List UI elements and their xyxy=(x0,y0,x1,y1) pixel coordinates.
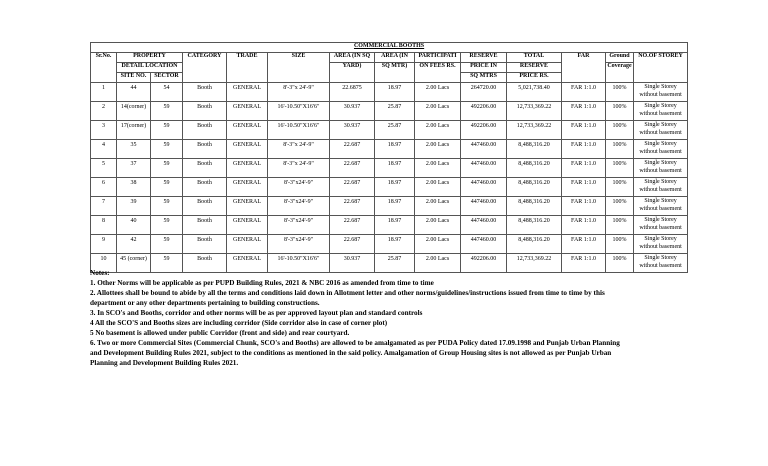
header-participation: PARTICIPATI xyxy=(415,53,461,63)
storey-line: without basement xyxy=(639,92,682,98)
storey-line: without basement xyxy=(639,244,682,250)
cell-area-mtr: 18.97 xyxy=(375,235,415,254)
cell-trade: GENERAL xyxy=(227,216,268,235)
table-row xyxy=(91,197,688,216)
cell-area-mtr: 18.97 xyxy=(375,140,415,159)
storey-line: Single Storey xyxy=(644,217,677,223)
cell-site-no: 14(corner) xyxy=(117,102,151,121)
storey-line: Single Storey xyxy=(644,122,677,128)
cell-area-yard: 30.937 xyxy=(330,102,375,121)
cell-total-reserve-price: 12,733,369.22 xyxy=(507,121,562,140)
cell-area-yard: 22.687 xyxy=(330,216,375,235)
cell-far: FAR 1:1.0 xyxy=(562,83,606,102)
header-area-yard-2: YARD) xyxy=(330,63,375,83)
cell-area-mtr: 25.87 xyxy=(375,254,415,273)
header-area-mtr: AREA (IN xyxy=(375,53,415,63)
cell-reserve-price: 447460.00 xyxy=(461,159,507,178)
cell-reserve-price: 447460.00 xyxy=(461,216,507,235)
note-line: 3. In SCO's and Booths, corridor and other norms will be as per approved layout plan and standard controls xyxy=(90,309,423,317)
cell-category: Booth xyxy=(183,121,227,140)
header-size: SIZE xyxy=(268,53,330,83)
cell-trade: GENERAL xyxy=(227,140,268,159)
table-row xyxy=(91,159,688,178)
header-far: FAR xyxy=(562,53,606,83)
cell-area-mtr: 25.87 xyxy=(375,121,415,140)
header-reserve-2: PRICE IN xyxy=(461,63,507,73)
header-area-mtr-2: SQ MTR) xyxy=(375,63,415,83)
cell-participation-fees: 2.00 Lacs xyxy=(415,197,461,216)
cell-reserve-price: 447460.00 xyxy=(461,235,507,254)
commercial-booths-sheet xyxy=(90,42,687,273)
cell-srno: 9 xyxy=(91,235,117,254)
cell-total-reserve-price: 12,733,369.22 xyxy=(507,102,562,121)
cell-size: 16'-10.50"X16'6" xyxy=(268,254,330,273)
cell-area-yard: 30.937 xyxy=(330,121,375,140)
table-row xyxy=(91,140,688,159)
storey-line: Single Storey xyxy=(644,236,677,242)
cell-area-mtr: 18.97 xyxy=(375,216,415,235)
cell-no-of-storey xyxy=(634,216,688,235)
cell-total-reserve-price: 8,488,316.20 xyxy=(507,159,562,178)
cell-site-no: 38 xyxy=(117,178,151,197)
note-line: 5 No basement is allowed under public Corridor (front and side) and rear courtyard. xyxy=(90,329,350,337)
cell-size: 8'-3"x24'-9" xyxy=(268,235,330,254)
header-reserve-3: SQ MTRS xyxy=(461,73,507,83)
cell-category: Booth xyxy=(183,83,227,102)
cell-srno: 2 xyxy=(91,102,117,121)
cell-srno: 3 xyxy=(91,121,117,140)
header-srno: Sr.No. xyxy=(91,53,117,83)
header-property: PROPERTY xyxy=(117,53,183,63)
cell-reserve-price: 447460.00 xyxy=(461,178,507,197)
cell-size: 8'-3"x24'-9" xyxy=(268,178,330,197)
cell-category: Booth xyxy=(183,102,227,121)
cell-size: 8'-3"x 24'-9" xyxy=(268,140,330,159)
cell-participation-fees: 2.00 Lacs xyxy=(415,216,461,235)
cell-reserve-price: 492206.00 xyxy=(461,254,507,273)
storey-line: without basement xyxy=(639,130,682,136)
cell-size: 16'-10.50"X16'6" xyxy=(268,102,330,121)
cell-site-no: 42 xyxy=(117,235,151,254)
cell-sector: 59 xyxy=(151,159,183,178)
cell-ground-coverage: 100% xyxy=(606,159,634,178)
cell-size: 8'-3"x24'-9" xyxy=(268,216,330,235)
note-line: 1. Other Norms will be applicable as per PUPD Building Rules, 2021 & NBC 2016 as amended from time to time xyxy=(90,279,434,287)
header-trade: TRADE xyxy=(227,53,268,83)
table-row xyxy=(91,121,688,140)
cell-total-reserve-price: 8,488,316.20 xyxy=(507,178,562,197)
cell-sector: 59 xyxy=(151,178,183,197)
cell-ground-coverage: 100% xyxy=(606,235,634,254)
cell-participation-fees: 2.00 Lacs xyxy=(415,178,461,197)
cell-far: FAR 1:1.0 xyxy=(562,140,606,159)
notes-section xyxy=(90,268,690,368)
cell-area-yard: 22.687 xyxy=(330,197,375,216)
cell-participation-fees: 2.00 Lacs xyxy=(415,235,461,254)
cell-size: 8'-3"x 24'-9" xyxy=(268,83,330,102)
cell-sector: 59 xyxy=(151,216,183,235)
header-category: CATEGORY xyxy=(183,53,227,83)
cell-far: FAR 1:1.0 xyxy=(562,235,606,254)
cell-total-reserve-price: 8,488,316.20 xyxy=(507,197,562,216)
cell-ground-coverage: 100% xyxy=(606,121,634,140)
cell-trade: GENERAL xyxy=(227,159,268,178)
cell-sector: 59 xyxy=(151,254,183,273)
table-row xyxy=(91,216,688,235)
table-row xyxy=(91,102,688,121)
cell-category: Booth xyxy=(183,254,227,273)
cell-reserve-price: 447460.00 xyxy=(461,140,507,159)
cell-far: FAR 1:1.0 xyxy=(562,102,606,121)
cell-ground-coverage: 100% xyxy=(606,254,634,273)
storey-line: without basement xyxy=(639,263,682,269)
cell-sector: 54 xyxy=(151,83,183,102)
cell-site-no: 40 xyxy=(117,216,151,235)
cell-participation-fees: 2.00 Lacs xyxy=(415,102,461,121)
cell-far: FAR 1:1.0 xyxy=(562,178,606,197)
header-total-2: RESERVE xyxy=(507,63,562,73)
cell-area-yard: 30.937 xyxy=(330,254,375,273)
cell-area-yard: 22.687 xyxy=(330,140,375,159)
cell-ground-coverage: 100% xyxy=(606,216,634,235)
header-total: TOTAL xyxy=(507,53,562,63)
cell-category: Booth xyxy=(183,197,227,216)
cell-reserve-price: 492206.00 xyxy=(461,121,507,140)
cell-far: FAR 1:1.0 xyxy=(562,254,606,273)
cell-area-yard: 22.687 xyxy=(330,235,375,254)
storey-line: Single Storey xyxy=(644,160,677,166)
header-total-3: PRICE RS. xyxy=(507,73,562,83)
cell-sector: 59 xyxy=(151,235,183,254)
note-line: 2. Allottees shall be bound to abide by all the terms and conditions laid down in Allotment letter and other norms/guidelines/instructions issued from time to time by this xyxy=(90,289,605,297)
cell-reserve-price: 264720.00 xyxy=(461,83,507,102)
storey-line: without basement xyxy=(639,225,682,231)
cell-area-yard: 22.687 xyxy=(330,178,375,197)
cell-area-yard: 22.687 xyxy=(330,159,375,178)
header-ground: Ground xyxy=(606,53,634,63)
cell-participation-fees: 2.00 Lacs xyxy=(415,83,461,102)
cell-site-no: 45 (corner) xyxy=(117,254,151,273)
cell-trade: GENERAL xyxy=(227,121,268,140)
table-row xyxy=(91,178,688,197)
commercial-booths-table xyxy=(90,42,688,273)
cell-far: FAR 1:1.0 xyxy=(562,121,606,140)
table-row xyxy=(91,235,688,254)
cell-srno: 7 xyxy=(91,197,117,216)
header-reserve: RESERVE xyxy=(461,53,507,63)
note-line: and Development Building Rules 2021, subject to the conditions as mentioned in the said policy. Amalgamation of Group Housing sites is not allowed as per Punjab Urban xyxy=(90,349,612,357)
cell-ground-coverage: 100% xyxy=(606,197,634,216)
cell-no-of-storey xyxy=(634,102,688,121)
cell-ground-coverage: 100% xyxy=(606,83,634,102)
cell-trade: GENERAL xyxy=(227,197,268,216)
cell-no-of-storey xyxy=(634,140,688,159)
cell-area-mtr: 18.97 xyxy=(375,159,415,178)
cell-area-yard: 22.6875 xyxy=(330,83,375,102)
cell-far: FAR 1:1.0 xyxy=(562,216,606,235)
cell-area-mtr: 18.97 xyxy=(375,178,415,197)
cell-sector: 59 xyxy=(151,197,183,216)
cell-trade: GENERAL xyxy=(227,235,268,254)
cell-ground-coverage: 100% xyxy=(606,178,634,197)
cell-total-reserve-price: 12,733,369.22 xyxy=(507,254,562,273)
storey-line: Single Storey xyxy=(644,103,677,109)
cell-far: FAR 1:1.0 xyxy=(562,159,606,178)
cell-site-no: 17(corner) xyxy=(117,121,151,140)
cell-far: FAR 1:1.0 xyxy=(562,197,606,216)
storey-line: without basement xyxy=(639,111,682,117)
note-line: 6. Two or more Commercial Sites (Commercial Chunk, SCO's and Booths) are allowed to be amalgamated as per PUDA Policy dated 17.09.1998 and Punjab Urban Planning xyxy=(90,339,620,347)
notes-heading: Notes: xyxy=(90,269,110,277)
cell-no-of-storey xyxy=(634,83,688,102)
cell-total-reserve-price: 8,488,316.20 xyxy=(507,216,562,235)
cell-category: Booth xyxy=(183,235,227,254)
cell-site-no: 39 xyxy=(117,197,151,216)
cell-trade: GENERAL xyxy=(227,178,268,197)
cell-participation-fees: 2.00 Lacs xyxy=(415,121,461,140)
cell-no-of-storey xyxy=(634,235,688,254)
header-property-detail: DETAIL LOCATION xyxy=(117,63,183,73)
cell-participation-fees: 2.00 Lacs xyxy=(415,159,461,178)
cell-no-of-storey xyxy=(634,178,688,197)
cell-sector: 59 xyxy=(151,121,183,140)
cell-sector: 59 xyxy=(151,102,183,121)
storey-line: without basement xyxy=(639,149,682,155)
header-site-no: SITE NO. xyxy=(117,73,151,83)
cell-trade: GENERAL xyxy=(227,254,268,273)
cell-category: Booth xyxy=(183,140,227,159)
storey-line: Single Storey xyxy=(644,141,677,147)
header-storey: NO.OF STOREY xyxy=(634,53,688,83)
cell-size: 16'-10.50"X16'6" xyxy=(268,121,330,140)
cell-no-of-storey xyxy=(634,159,688,178)
table-caption: COMMERCIAL BOOTHS xyxy=(91,43,688,53)
cell-site-no: 44 xyxy=(117,83,151,102)
cell-trade: GENERAL xyxy=(227,102,268,121)
cell-category: Booth xyxy=(183,178,227,197)
cell-area-mtr: 18.97 xyxy=(375,197,415,216)
cell-participation-fees: 2.00 Lacs xyxy=(415,254,461,273)
cell-participation-fees: 2.00 Lacs xyxy=(415,140,461,159)
cell-no-of-storey xyxy=(634,197,688,216)
header-ground-2: Coverage xyxy=(606,63,634,83)
note-line: department or any other departments pertaining to building constructions. xyxy=(90,299,320,307)
cell-reserve-price: 447460.00 xyxy=(461,197,507,216)
cell-total-reserve-price: 5,021,738.40 xyxy=(507,83,562,102)
cell-srno: 1 xyxy=(91,83,117,102)
cell-srno: 4 xyxy=(91,140,117,159)
cell-category: Booth xyxy=(183,216,227,235)
storey-line: Single Storey xyxy=(644,179,677,185)
storey-line: Single Storey xyxy=(644,255,677,261)
cell-ground-coverage: 100% xyxy=(606,140,634,159)
header-participation-2: ON FEES RS. xyxy=(415,63,461,83)
cell-sector: 59 xyxy=(151,140,183,159)
cell-srno: 8 xyxy=(91,216,117,235)
cell-area-mtr: 18.97 xyxy=(375,83,415,102)
cell-total-reserve-price: 8,488,316.20 xyxy=(507,140,562,159)
cell-srno: 5 xyxy=(91,159,117,178)
cell-total-reserve-price: 8,488,316.20 xyxy=(507,235,562,254)
table-row xyxy=(91,83,688,102)
storey-line: Single Storey xyxy=(644,84,677,90)
cell-size: 8'-3"x 24'-9" xyxy=(268,159,330,178)
cell-size: 8'-3"x24'-9" xyxy=(268,197,330,216)
header-sector: SECTOR xyxy=(151,73,183,83)
cell-site-no: 35 xyxy=(117,140,151,159)
cell-site-no: 37 xyxy=(117,159,151,178)
cell-ground-coverage: 100% xyxy=(606,102,634,121)
note-line: 4 All the SCO'S and Booths sizes are including corridor (Side corridor also in case of corner plot) xyxy=(90,319,388,327)
cell-reserve-price: 492206.00 xyxy=(461,102,507,121)
storey-line: without basement xyxy=(639,206,682,212)
storey-line: without basement xyxy=(639,187,682,193)
storey-line: Single Storey xyxy=(644,198,677,204)
storey-line: without basement xyxy=(639,168,682,174)
cell-category: Booth xyxy=(183,159,227,178)
cell-srno: 10 xyxy=(91,254,117,273)
cell-area-mtr: 25.87 xyxy=(375,102,415,121)
cell-trade: GENERAL xyxy=(227,83,268,102)
header-area-yard: AREA (IN SQ xyxy=(330,53,375,63)
cell-no-of-storey xyxy=(634,121,688,140)
cell-srno: 6 xyxy=(91,178,117,197)
note-line: Planning and Development Building Rules 2021. xyxy=(90,359,239,367)
